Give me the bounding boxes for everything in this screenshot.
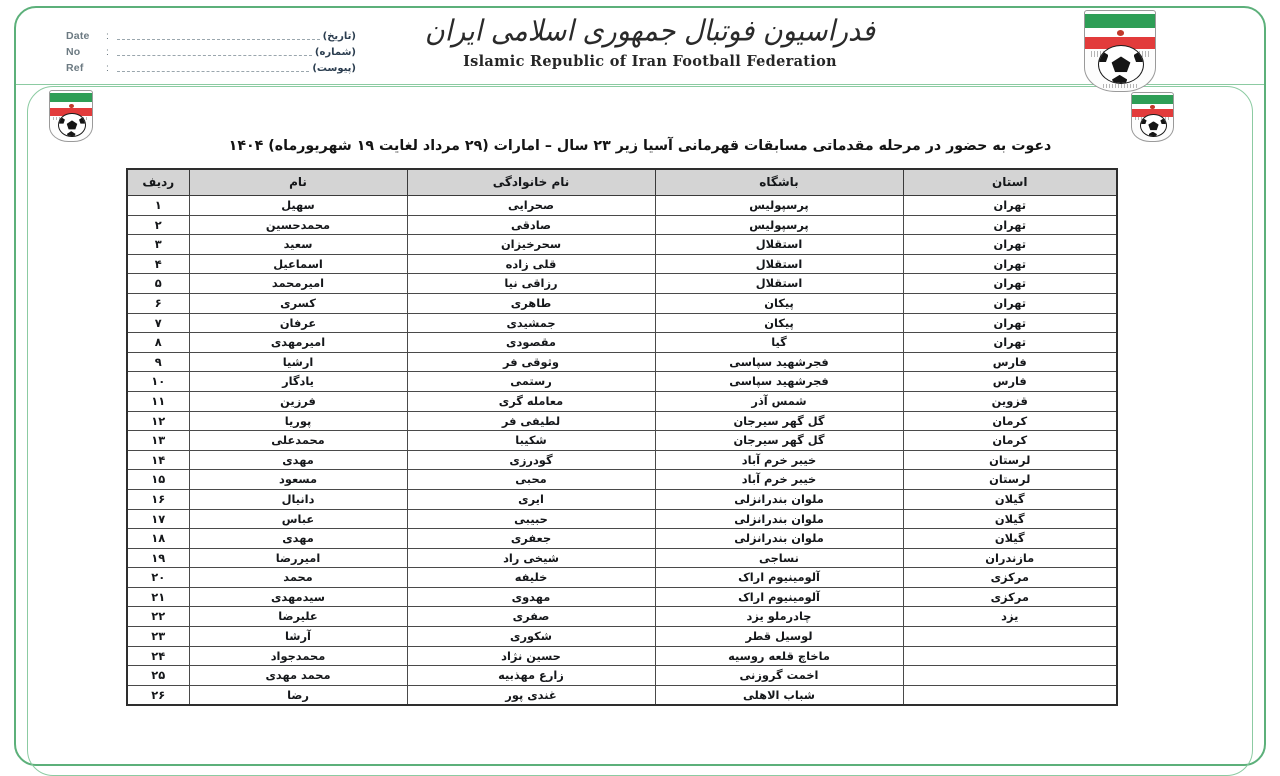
table-row [127,509,1117,529]
table-row [127,254,1117,274]
column-header-club: باشگاه [655,169,903,196]
meta-row-date [66,28,356,44]
cell-first_name: فرزین [189,391,407,411]
cell-first_name: محمد [189,568,407,588]
cell-last_name: رزاقی نیا [407,274,655,294]
table-row [127,215,1117,235]
table-row [127,568,1117,588]
cell-first_name: محمدعلی [189,431,407,451]
cell-rank: ۲ [127,215,189,235]
cell-rank: ۲۵ [127,666,189,686]
cell-province: تهران [903,313,1117,333]
cell-rank: ۱۹ [127,548,189,568]
cell-province: تهران [903,235,1117,255]
letterhead-meta-block [66,28,356,76]
cell-rank: ۲۳ [127,627,189,647]
cell-province: فارس [903,372,1117,392]
cell-last_name: مقصودی [407,333,655,353]
table-row [127,333,1117,353]
cell-rank: ۲۴ [127,646,189,666]
table-row [127,607,1117,627]
cell-rank: ۲۰ [127,568,189,588]
cell-last_name: صحرایی [407,196,655,216]
cell-province: فارس [903,352,1117,372]
cell-rank: ۸ [127,333,189,353]
cell-club: خیبر خرم آباد [655,470,903,490]
cell-club: فجرشهید سپاسی [655,372,903,392]
cell-province: تهران [903,274,1117,294]
table-row [127,431,1117,451]
cell-first_name: سیدمهدی [189,587,407,607]
table-row [127,627,1117,647]
cell-rank: ۱۶ [127,489,189,509]
cell-province [903,627,1117,647]
cell-club: شباب الاهلی [655,685,903,705]
table-row [127,646,1117,666]
cell-last_name: لطیفی فر [407,411,655,431]
cell-rank: ۶ [127,293,189,313]
cell-rank: ۱۴ [127,450,189,470]
table-row [127,450,1117,470]
cell-province: مازندران [903,548,1117,568]
cell-last_name: محبی [407,470,655,490]
cell-first_name: امیررضا [189,548,407,568]
table-row [127,529,1117,549]
cell-club: شمس آذر [655,391,903,411]
roster-table-head [127,169,1117,196]
cell-province: تهران [903,293,1117,313]
cell-last_name: خلیفه [407,568,655,588]
column-header-first-name: نام [189,169,407,196]
cell-club: نساجی [655,548,903,568]
cell-first_name: سهیل [189,196,407,216]
cell-first_name: رضا [189,685,407,705]
cell-club: استقلال [655,254,903,274]
table-row [127,411,1117,431]
table-row [127,235,1117,255]
table-row [127,587,1117,607]
cell-province: کرمان [903,411,1117,431]
cell-rank: ۱۸ [127,529,189,549]
cell-last_name: ایری [407,489,655,509]
cell-rank: ۱ [127,196,189,216]
cell-club: آلومینیوم اراک [655,587,903,607]
letterhead [0,0,1280,84]
cell-province: گیلان [903,489,1117,509]
cell-club: گل گهر سیرجان [655,431,903,451]
cell-province: مرکزی [903,568,1117,588]
cell-last_name: صادقی [407,215,655,235]
cell-last_name: شیخی راد [407,548,655,568]
meta-dashes-date [117,32,320,40]
cell-first_name: دانیال [189,489,407,509]
cell-rank: ۲۶ [127,685,189,705]
cell-rank: ۷ [127,313,189,333]
table-header-row [127,169,1117,196]
table-row [127,489,1117,509]
cell-first_name: امیرمهدی [189,333,407,353]
cell-last_name: غندی پور [407,685,655,705]
meta-label-no: No [66,46,81,58]
table-row [127,391,1117,411]
cell-rank: ۳ [127,235,189,255]
cell-last_name: سحرخیزان [407,235,655,255]
cell-first_name: اسماعیل [189,254,407,274]
cell-last_name: رستمی [407,372,655,392]
meta-colon-ref: : [106,62,110,74]
cell-last_name: حسین نژاد [407,646,655,666]
cell-first_name: محمد مهدی [189,666,407,686]
column-header-province: استان [903,169,1117,196]
table-row [127,548,1117,568]
federation-crest-icon [1084,10,1156,92]
cell-first_name: مسعود [189,470,407,490]
page-title: دعوت به حضور در مرحله مقدماتی مسابقات قهرمانی آسیا زیر ۲۳ سال – امارات (۲۹ مرداد لغایت ۱۹ شهریورماه) ۱۴۰۴ [228,138,1052,154]
cell-club: لوسیل قطر [655,627,903,647]
cell-last_name: شکیبا [407,431,655,451]
cell-club: ملوان بندرانزلی [655,529,903,549]
table-row [127,293,1117,313]
cell-last_name: جعفری [407,529,655,549]
meta-dashes-ref [117,64,309,72]
table-row [127,352,1117,372]
cell-last_name: جمشیدی [407,313,655,333]
cell-rank: ۹ [127,352,189,372]
roster-table-container [128,168,1118,706]
meta-label-date-fa: (تاریخ) [322,30,356,42]
cell-club: فجرشهید سپاسی [655,352,903,372]
table-row [127,685,1117,705]
cell-last_name: قلی زاده [407,254,655,274]
cell-first_name: کسری [189,293,407,313]
cell-province: گیلان [903,509,1117,529]
cell-club: پرسپولیس [655,196,903,216]
cell-province: یزد [903,607,1117,627]
meta-colon-no: : [106,46,110,58]
table-row [127,274,1117,294]
cell-first_name: پوریا [189,411,407,431]
cell-province: مرکزی [903,587,1117,607]
table-row [127,196,1117,216]
cell-first_name: امیرمحمد [189,274,407,294]
cell-rank: ۲۱ [127,587,189,607]
cell-province: گیلان [903,529,1117,549]
meta-label-date: Date [66,30,90,42]
cell-club: گیا [655,333,903,353]
cell-rank: ۱۰ [127,372,189,392]
cell-last_name: طاهری [407,293,655,313]
cell-province: لرستان [903,450,1117,470]
cell-province [903,666,1117,686]
organization-titles [380,16,920,70]
federation-crest-icon-small-right [1131,92,1174,142]
cell-rank: ۴ [127,254,189,274]
cell-province: تهران [903,333,1117,353]
cell-first_name: عباس [189,509,407,529]
cell-first_name: محمدحسین [189,215,407,235]
cell-first_name: آرشا [189,627,407,647]
cell-first_name: سعید [189,235,407,255]
cell-rank: ۲۲ [127,607,189,627]
meta-label-ref: Ref [66,62,84,74]
cell-club: پیکان [655,293,903,313]
letterhead-divider [16,84,1264,85]
cell-first_name: عرفان [189,313,407,333]
cell-rank: ۱۲ [127,411,189,431]
cell-last_name: زارع مهذبیه [407,666,655,686]
roster-table [126,168,1118,706]
cell-rank: ۱۵ [127,470,189,490]
cell-province: کرمان [903,431,1117,451]
cell-province: تهران [903,254,1117,274]
cell-province [903,685,1117,705]
cell-first_name: محمدجواد [189,646,407,666]
meta-dashes-no [117,48,312,56]
cell-club: چادرملو یزد [655,607,903,627]
cell-club: استقلال [655,274,903,294]
cell-last_name: شکوری [407,627,655,647]
cell-province: لرستان [903,470,1117,490]
cell-club: استقلال [655,235,903,255]
cell-last_name: صفری [407,607,655,627]
cell-rank: ۱۷ [127,509,189,529]
cell-last_name: گودرزی [407,450,655,470]
cell-first_name: یادگار [189,372,407,392]
cell-first_name: علیرضا [189,607,407,627]
table-row [127,666,1117,686]
cell-club: پرسپولیس [655,215,903,235]
column-header-last-name: نام خانوادگی [407,169,655,196]
cell-club: اخمت گروزنی [655,666,903,686]
cell-club: پیکان [655,313,903,333]
organization-name-fa: فدراسیون فوتبال جمهوری اسلامی ایران [424,14,876,49]
cell-province: تهران [903,196,1117,216]
cell-first_name: ارشیا [189,352,407,372]
cell-last_name: وثوقی فر [407,352,655,372]
cell-rank: ۱۳ [127,431,189,451]
cell-province: قزوین [903,391,1117,411]
meta-label-ref-fa: (پیوست) [312,62,356,74]
cell-club: ملوان بندرانزلی [655,489,903,509]
meta-row-no [66,44,356,60]
meta-label-no-fa: (شماره) [314,46,356,58]
table-row [127,470,1117,490]
cell-last_name: معامله گری [407,391,655,411]
meta-colon-date: : [106,30,110,42]
organization-name-en: Islamic Republic of Iran Football Federation [463,53,837,71]
table-row [127,372,1117,392]
cell-first_name: مهدی [189,450,407,470]
cell-last_name: مهدوی [407,587,655,607]
cell-club: ملوان بندرانزلی [655,509,903,529]
column-header-rank: ردیف [127,169,189,196]
cell-rank: ۵ [127,274,189,294]
roster-table-body [127,196,1117,706]
cell-club: آلومینیوم اراک [655,568,903,588]
cell-club: ماخاچ قلعه روسیه [655,646,903,666]
federation-crest-icon-small-left [49,90,93,142]
table-row [127,313,1117,333]
cell-province [903,646,1117,666]
cell-last_name: حبیبی [407,509,655,529]
cell-club: گل گهر سیرجان [655,411,903,431]
meta-row-ref [66,60,356,76]
cell-province: تهران [903,215,1117,235]
cell-club: خیبر خرم آباد [655,450,903,470]
cell-first_name: مهدی [189,529,407,549]
cell-rank: ۱۱ [127,391,189,411]
